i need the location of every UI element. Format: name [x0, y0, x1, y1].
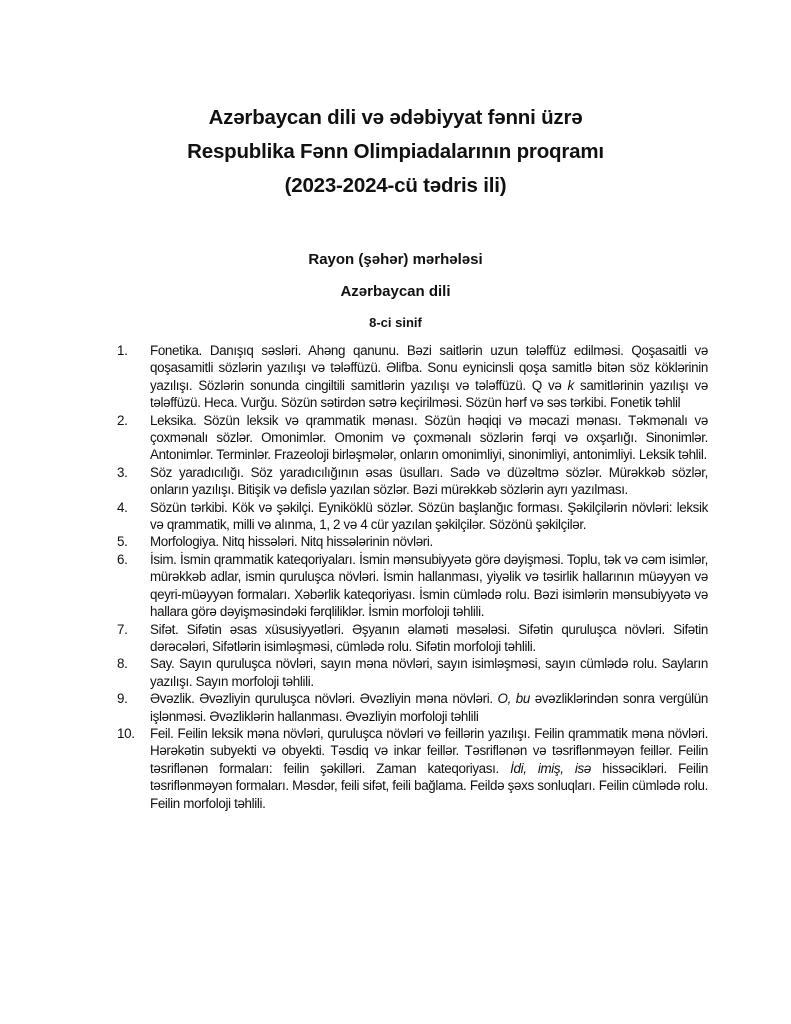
document-title-line-3: (2023-2024-cü tədris ili) — [284, 174, 507, 197]
text-segment: Leksika. Sözün leksik və qrammatik mənası. Sözün həqiqi və məcazi mənası. Təkmənalı və çoxmənalı sözlər. Omonimlər. Omonim və çoxmənalı sözlərin fərqi və oxşarlığı. Sinonimlər. Antonimlər. Terminlər. Frazeoloji birləşmələr, onların omonimliyi, sinonimliyi, antonimliyi. Leksik təhlil. — [150, 412, 708, 463]
list-item-number: 1. — [117, 343, 128, 358]
topic-list-item — [117, 499, 708, 534]
list-item-text — [150, 551, 708, 621]
topic-list-item — [117, 533, 708, 550]
list-item-text — [150, 533, 708, 550]
text-segment: Sifət. Sifətin əsas xüsusiyyətləri. Əşyanın əlaməti məsələsi. Sifətin quruluşca növləri. Sifətin dərəcələri, Sifətlərin isimləşməsi, cümlədə rolu. Sifətin morfoloji təhlili. — [150, 621, 708, 654]
list-item-number: 10. — [117, 725, 135, 741]
topic-list-item — [117, 412, 708, 464]
list-item-text — [150, 690, 708, 725]
text-segment: Morfologiya. Nitq hissələri. Nitq hissələrinin növləri. — [150, 534, 433, 550]
topic-list-item — [117, 655, 708, 690]
list-item-number: 3. — [117, 464, 128, 480]
document-title-line-2: Respublika Fənn Olimpiadalarının proqramı — [187, 140, 604, 163]
list-item-text — [150, 342, 708, 412]
document-title-line-1: Azərbaycan dili və ədəbiyyat fənni üzrə — [208, 106, 583, 129]
list-item-text — [150, 621, 708, 656]
text-segment: Say. Sayın quruluşca növləri, sayın məna növləri, sayın isimləşməsi, sayın cümlədə rolu. Sayların yazılışı. Sayın morfoloji təhlili. — [150, 656, 708, 689]
italic-term: k — [567, 377, 574, 393]
topic-list-item — [117, 342, 708, 412]
text-segment: Əvəzlik. Əvəzliyin quruluşca növləri. Əvəzliyin məna növləri. — [150, 691, 498, 707]
list-item-text — [150, 464, 708, 499]
topic-list-item — [117, 551, 708, 621]
topic-list-item — [117, 725, 708, 812]
list-item-text — [150, 499, 708, 534]
text-segment: Fonetika. Danışıq səsləri. Ahəng qanunu. Bəzi saitlərin uzun tələffüz edilməsi. Qoşasaitli və qoşasamitli sözlərin yazılışı və tələffüzü. Əlifba. Sonu eynicinsli qoşa samitlə bitən söz köklərinin yazılışı. Sözlərin sonunda cingiltili samitlərin yazılışı və tələffüzü. Q və — [150, 343, 708, 393]
italic-term: İdi, imiş, isə — [510, 760, 591, 776]
list-item-number: 9. — [117, 691, 128, 707]
text-segment: hissəcikləri. Feilin təsriflənməyən formaları. Məsdər, feili sifət, feili bağlama. Feildə şəxs sonluqları. Feilin cümlədə rolu. Feilin morfoloji təhlili. — [150, 760, 708, 811]
list-item-text — [150, 655, 708, 690]
topic-list-item — [117, 464, 708, 499]
grade-heading: 8-ci sinif — [369, 315, 422, 330]
text-segment: İsim. İsmin qrammatik kateqoriyaları. İsmin mənsubiyyətə görə dəyişməsi. Toplu, tək və cəm isimlər, mürəkkəb adlar, ismin quruluşca növləri. İsmin hallanması, yiyəlik və təsirlik hallarının müəyyən və qeyri-müəyyən formaları. Xəbərlik kateqoriyası. İsmin cümlədə rolu. Bəzi isimlərin mənsubiyyətə və hallara görə dəyişməsindəki fərqliliklər. İsmin morfoloji təhlili. — [150, 551, 708, 620]
subject-heading: Azərbaycan dili — [340, 283, 451, 300]
italic-term: O, bu — [497, 691, 530, 707]
list-item-text — [150, 725, 708, 812]
text-segment: Söz yaradıcılığı. Söz yaradıcılığının əsas üsulları. Sadə və düzəltmə sözlər. Mürəkkəb sözlər, onların yazılışı. Bitişik və defislə yazılan sözlər. Bəzi mürəkkəb sözlərin ayrı yazılması. — [150, 464, 708, 498]
list-item-number: 2. — [117, 412, 128, 428]
topic-list-item — [117, 621, 708, 656]
list-item-text — [150, 412, 708, 464]
stage-heading: Rayon (şəhər) mərhələsi — [308, 251, 483, 268]
list-item-number: 6. — [117, 551, 128, 567]
text-segment: Feil. Feilin leksik məna növləri, quruluşca növləri və feillərin yazılışı. Feilin qrammatik məna növləri. Hərəkətin subyekti və obyekti. Təsdiq və inkar feillər. Təsriflənən və təsriflənməyən feillər. Feilin təsriflənən formaları: feilin şəkilləri. Zaman kateqoriyası. — [150, 725, 708, 776]
topic-list-item — [117, 690, 708, 725]
text-segment: samitlərinin yazılışı və tələffüzü. Heca. Vurğu. Sözün sətirdən sətrə keçirilməsi. Sözün hərf və səs tərkibi. Fonetik təhlil — [150, 377, 708, 411]
list-item-number: 5. — [117, 534, 128, 550]
text-segment: Sözün tərkibi. Kök və şəkilçi. Eyniköklü sözlər. Sözün başlanğıc forması. Şəkilçilərin növləri: leksik və qrammatik, milli və alınma, 1, 2 və 4 cür yazılan şəkilçilər. Sözönü şəkilçilər. — [150, 499, 708, 533]
list-item-number: 7. — [117, 621, 128, 637]
list-item-number: 4. — [117, 499, 128, 515]
topic-list — [117, 342, 708, 812]
text-segment: əvəzliklərindən sonra vergülün işlənməsi. Əvəzliklərin hallanması. Əvəzliyin morfoloji təhlili — [150, 691, 708, 724]
list-item-number: 8. — [117, 656, 128, 672]
